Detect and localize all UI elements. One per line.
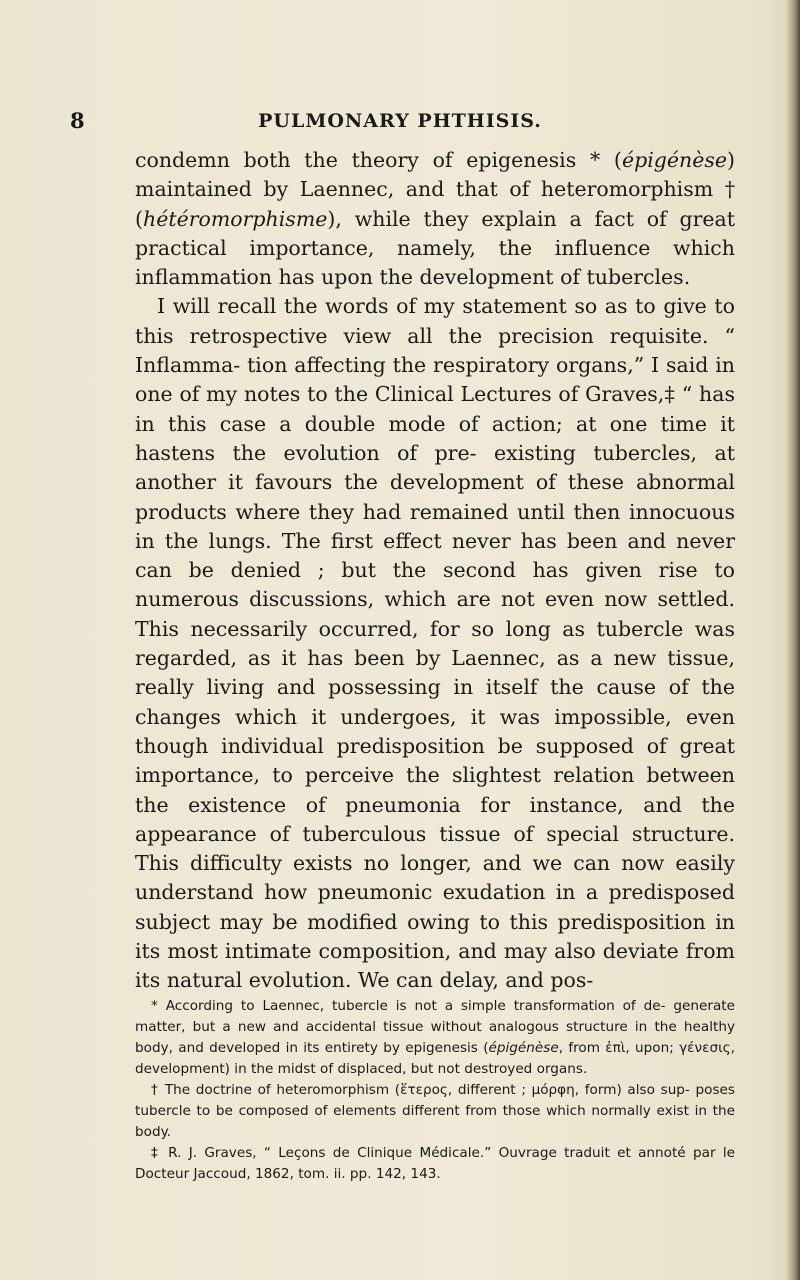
footnote-1-epigenese-term: épigénèse xyxy=(488,1040,559,1056)
footnote-2: † The doctrine of heteromorphism (ἕτερος, different ; μόρφη, form) also sup- poses tubercle to be composed of elements different from those which normally exist in the body. xyxy=(135,1082,735,1140)
epigenese-term: épigénèse xyxy=(621,148,727,172)
footnote-1 xyxy=(135,996,735,1080)
page-number: 8 xyxy=(70,108,85,133)
heteromorphisme-term: hétéromorphisme xyxy=(143,206,328,231)
running-head: PULMONARY PHTHISIS. xyxy=(258,110,542,132)
footnote-1-part-b: , from ἐπὶ, upon; γένεσις, development) in the midst of displaced, but not destroyed organs. xyxy=(135,1040,735,1077)
paragraph-1-part-b: ) maintained by Laennec, and that of heteromorphism † ( xyxy=(135,148,735,231)
paragraph-1 xyxy=(135,146,735,292)
page-header xyxy=(70,108,730,138)
page-edge-shadow xyxy=(786,0,800,1280)
footnote-3: ‡ R. J. Graves, “ Leçons de Clinique Médicale.” Ouvrage traduit et annoté par le Docteur Jaccoud, 1862, tom. ii. pp. 142, 143. xyxy=(135,1145,735,1182)
paragraph-1-part-a: condemn both the theory of epigenesis * ( xyxy=(135,148,622,172)
paragraph-2: I will recall the words of my statement so as to give to this retrospective view all the precision requisite. “ Inflamma- tion affecting the respiratory organs,” I said in one of my notes to the Clinical Lectures of Graves,‡ “ has in this case a double mode of action; at one time it hastens the evolution of pre- existing tubercles, at another it favours the development of these abnormal products where they had remained until then innocuous in the lungs. The first effect never has been and never can be denied ; but the second has given rise to numerous discussions, which are not even now settled. This necessarily occurred, for so long as tubercle was regarded, as it has been by Laennec, as a new tissue, really living and possessing in itself the cause of the changes which it undergoes, it was impossible, even though individual predisposition be supposed of great importance, to perceive the slightest relation between the existence of pneumonia for instance, and the appearance of tuberculous tissue of special structure. This difficulty exists no longer, and we can now easily understand how pneumonic exudation in a predisposed subject may be modified owing to this predisposition in its most intimate composition, and may also deviate from its natural evolution. We can delay, and pos- xyxy=(135,294,735,993)
paragraph-1-part-c: ), while they explain a fact of great practical importance, namely, the influence which inflammation has upon the development of tubercles. xyxy=(135,206,735,290)
footnote-1-part-a: * According to Laennec, tubercle is not a simple transformation of de- generate matter, but a new and accidental tissue without analogous structure in the healthy body, and developed in its entirety by epigenesis ( xyxy=(135,998,735,1056)
footnotes xyxy=(135,996,735,1185)
body-text xyxy=(135,146,735,996)
